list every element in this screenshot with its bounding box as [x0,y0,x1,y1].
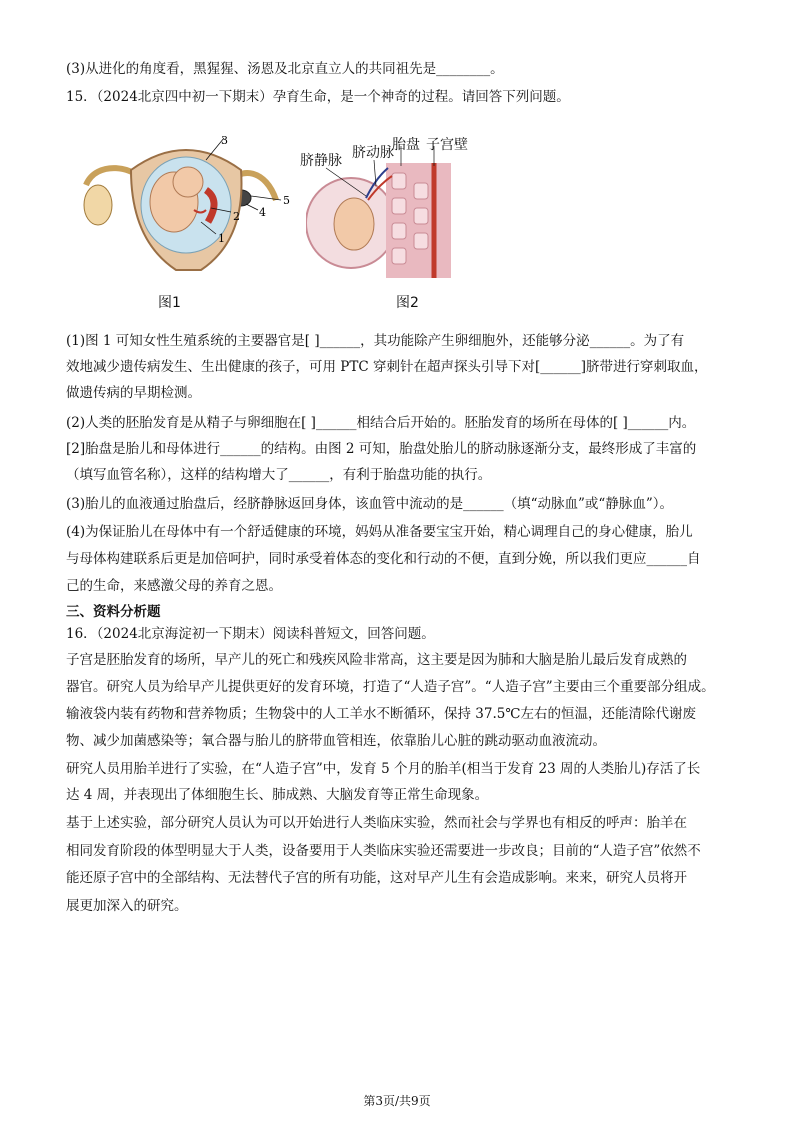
q15-part3: (3)胎儿的血液通过胎盘后，经脐静脉返回身体，该血管中流动的是______（填“动脉血”或“静脉血”）。 [66,496,673,512]
fig2-label-placenta: 胎盘 [392,137,420,153]
page-footer: 第3页/共9页 [363,1094,431,1108]
passage-p3-line1: 基于上述实验，部分研究人员认为可以开始进行人类临床实验，然而社会与学界也有相反的呼声：胎羊在 [66,815,687,831]
figure-2-caption: 图2 [396,295,419,311]
figure-1-caption: 图1 [158,295,181,311]
fig2-label-uterine-wall: 子宫壁 [426,137,468,153]
passage-p2-line1: 研究人员用胎羊进行了实验，在“人造子宫”中，发育 5 个月的胎羊(相当于发育 23 周的人类胎儿)存活了长 [66,761,701,777]
passage-p1-line4: 物、减少加菌感染等；氧合器与胎儿的脐带血管相连，依靠胎儿心脏的跳动驱动血液流动。 [66,733,606,749]
question-15-title: 15．（2024北京四中初一下期末）孕育生命，是一个神奇的过程。请回答下列问题。 [66,89,570,105]
question-16-title: 16．（2024北京海淀初一下期末）阅读科普短文，回答问题。 [66,626,435,642]
fig2-label-umbilical-vein: 脐静脉 [300,153,342,169]
passage-p1-line1: 子宫是胚胎发育的场所，早产儿的死亡和残疾风险非常高，这主要是因为肺和大脑是胎儿最后发育成熟的 [66,652,687,668]
passage-p3-line3: 能还原子宫中的全部结构、无法替代子宫的所有功能，这对早产儿生有会造成影响。来来，研究人员将开 [66,870,687,886]
fig1-label-1: 1 [218,232,225,245]
q15-part2-line3: （填写血管名称），这样的结构增大了______，有利于胎盘功能的执行。 [66,467,492,483]
q15-part1-line2: 效地减少遗传病发生、生出健康的孩子，可用 PTC 穿刺针在超声探头引导下对[______]脐带进行穿刺取血， [66,359,708,375]
q15-part4-line1: (4)为保证胎儿在母体中有一个舒适健康的环境，妈妈从准备要宝宝开始，精心调理自己的身心健康，胎儿 [66,524,693,540]
q15-part1-line3: 做遗传病的早期检测。 [66,385,201,401]
question-14-part3: (3)从进化的角度看，黑猩猩、汤恩及北京直立人的共同祖先是________。 [66,61,504,77]
passage-p3-line4: 展更加深入的研究。 [66,898,188,914]
q15-part2-line2: [2]胎盘是胎儿和母体进行______的结构。由图 2 可知，胎盘处胎儿的脐动脉逐渐分支，最终形成了丰富的 [66,441,697,457]
fig1-label-5: 5 [283,194,290,207]
passage-p1-line2: 器官。研究人员为给早产儿提供更好的发育环境，打造了“人造子宫”。“人造子宫”主要由三个重要部分组成。 [66,679,715,695]
q15-part4-line2: 与母体构建联系后更是加倍呵护，同时承受着体态的变化和行动的不便，直到分娩，所以我们更应______自 [66,551,701,567]
figure-1-female-reproductive-system [76,130,296,290]
fig1-label-4: 4 [259,206,266,219]
fig1-label-2: 2 [233,210,240,223]
passage-p3-line2: 相同发育阶段的体型明显大于人类，设备要用于人类临床实验还需要进一步改良；目前的“人造子宫”依然不 [66,843,701,859]
q15-part1-line1: (1)图 1 可知女性生殖系统的主要器官是[ ]______，其功能除产生卵细胞外，还能够分泌______。为了有 [66,333,685,349]
fig2-label-umbilical-artery: 脐动脉 [352,145,394,161]
section-3-heading: 三、资料分析题 [66,604,161,620]
q15-part2-line1: (2)人类的胚胎发育是从精子与卵细胞在[ ]______相结合后开始的。胚胎发育的场所在母体的[ ]______内。 [66,415,696,431]
q15-part4-line3: 己的生命，来感激父母的养育之恩。 [66,578,282,594]
passage-p2-line2: 达 4 周，并表现出了体细胞生长、肺成熟、大脑发育等正常生命现象。 [66,787,489,803]
fig1-label-3: 3 [221,134,228,147]
passage-p1-line3: 输液袋内装有药物和营养物质；生物袋中的人工羊水不断循环，保持 37.5℃左右的恒温，还能清除代谢废 [66,706,696,722]
